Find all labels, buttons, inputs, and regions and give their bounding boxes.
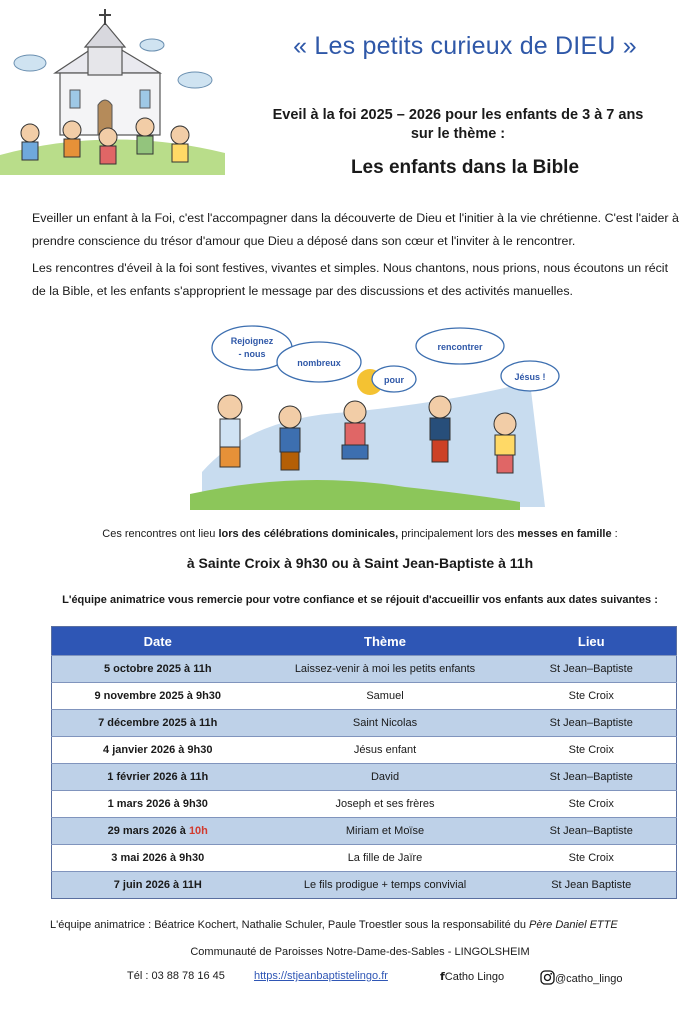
community-name: Communauté de Paroisses Notre-Dame-des-Sables - LINGOLSHEIM bbox=[190, 946, 530, 958]
bubble-5: Jésus ! bbox=[514, 372, 546, 382]
schedule-table bbox=[51, 626, 677, 899]
intro-paragraph-1: Eveiller un enfant à la Foi, c'est l'accompagner dans la découverte de Dieu et l'initier à la vie chrétienne. C'est l'aider à prendre conscience du trésor d'amour que Dieu a déposé dans son cœur et l'inviter à le rencontrer. bbox=[32, 211, 679, 248]
instagram-icon bbox=[540, 970, 555, 985]
venue-intro-bold-2: messes en famille bbox=[517, 528, 612, 540]
row-place: Ste Croix bbox=[507, 845, 677, 872]
intro-paragraph-2: Les rencontres d'éveil à la foi sont festives, vivantes et simples. Nous chantons, nous prions, nous écoutons un récit de la Bible, et les enfants s'approprient le message par des discussions et des activités manuelles. bbox=[32, 261, 669, 298]
venue-intro-mid: principalement lors des bbox=[398, 528, 518, 540]
table-row bbox=[52, 872, 677, 899]
church-kids-illustration bbox=[0, 5, 235, 185]
theme-heading: Les enfants dans la Bible bbox=[350, 157, 580, 178]
schedule-header-row bbox=[52, 627, 677, 656]
facebook-handle[interactable] bbox=[440, 970, 504, 983]
row-theme: Joseph et ses frères bbox=[264, 791, 507, 818]
table-row bbox=[52, 683, 677, 710]
row-theme: Saint Nicolas bbox=[264, 710, 507, 737]
row-date-time-highlight: 10h bbox=[188, 825, 208, 837]
facebook-name: Catho Lingo bbox=[444, 971, 505, 983]
table-row bbox=[52, 656, 677, 683]
instagram-handle[interactable] bbox=[540, 970, 622, 985]
header-place: Lieu bbox=[507, 627, 677, 656]
instagram-name: @catho_lingo bbox=[555, 973, 623, 985]
venue-intro bbox=[40, 528, 680, 540]
venue-intro-bold-1: lors des célébrations dominicales, bbox=[218, 528, 399, 540]
subtitle-line-1: Eveil à la foi 2025 – 2026 pour les enfants de 3 à 7 ans bbox=[272, 107, 644, 123]
row-date: 1 mars 2026 à 9h30 bbox=[52, 791, 264, 818]
row-place: St Jean–Baptiste bbox=[507, 710, 677, 737]
row-theme: David bbox=[264, 764, 507, 791]
venue-places: à Sainte Croix à 9h30 ou à Saint Jean-Baptiste à 11h bbox=[186, 555, 534, 571]
row-theme: Le fils prodigue + temps convivial bbox=[264, 872, 507, 899]
row-place: St Jean Baptiste bbox=[507, 872, 677, 899]
row-place: Ste Croix bbox=[507, 737, 677, 764]
bubble-3: pour bbox=[384, 375, 404, 385]
bubble-1-line-1: Rejoignez bbox=[230, 336, 274, 346]
children-jumping-illustration bbox=[190, 322, 560, 512]
bubble-1-line-2: - nous bbox=[238, 349, 266, 359]
table-row bbox=[52, 818, 677, 845]
table-row bbox=[52, 737, 677, 764]
row-theme: Laissez-venir à moi les petits enfants bbox=[264, 656, 507, 683]
bubble-4: rencontrer bbox=[437, 342, 483, 352]
row-theme: La fille de Jaïre bbox=[264, 845, 507, 872]
row-date: 7 décembre 2025 à 11h bbox=[52, 710, 264, 737]
row-place: Ste Croix bbox=[507, 683, 677, 710]
thanks-text: L'équipe animatrice vous remercie pour votre confiance et se réjouit d'accueillir vos enfants aux dates suivantes : bbox=[62, 594, 658, 606]
table-row bbox=[52, 710, 677, 737]
row-date: 9 novembre 2025 à 9h30 bbox=[52, 683, 264, 710]
team-credits bbox=[50, 919, 680, 931]
table-row bbox=[52, 791, 677, 818]
table-row bbox=[52, 845, 677, 872]
row-date: 5 octobre 2025 à 11h bbox=[52, 656, 264, 683]
row-date: 1 février 2026 à 11h bbox=[52, 764, 264, 791]
row-place: St Jean–Baptiste bbox=[507, 818, 677, 845]
phone-number: Tél : 03 88 78 16 45 bbox=[127, 970, 225, 982]
venue-intro-post: : bbox=[611, 528, 618, 540]
website-link[interactable]: https://stjeanbaptistelingo.fr bbox=[254, 970, 388, 982]
row-place: Ste Croix bbox=[507, 791, 677, 818]
row-date: 3 mai 2026 à 9h30 bbox=[52, 845, 264, 872]
facebook-icon: f bbox=[440, 970, 445, 983]
row-date: 4 janvier 2026 à 9h30 bbox=[52, 737, 264, 764]
subtitle-line-2: sur le thème : bbox=[410, 126, 506, 142]
bubble-2: nombreux bbox=[297, 358, 341, 368]
row-theme: Jésus enfant bbox=[264, 737, 507, 764]
team-names: L'équipe animatrice : Béatrice Kochert, Nathalie Schuler, Paule Troestler sous la responsabilité du bbox=[50, 919, 530, 931]
row-date: 7 juin 2026 à 11H bbox=[52, 872, 264, 899]
venue-intro-pre: Ces rencontres ont lieu bbox=[102, 528, 219, 540]
table-row bbox=[52, 764, 677, 791]
row-place: St Jean–Baptiste bbox=[507, 764, 677, 791]
priest-name: Père Daniel ETTE bbox=[529, 919, 618, 931]
row-date bbox=[52, 818, 264, 845]
row-date-pre: 29 mars 2026 à bbox=[107, 825, 189, 837]
row-theme: Samuel bbox=[264, 683, 507, 710]
row-theme: Miriam et Moïse bbox=[264, 818, 507, 845]
subtitle bbox=[228, 106, 685, 144]
header-date: Date bbox=[52, 627, 264, 656]
header-theme: Thème bbox=[264, 627, 507, 656]
page-title: « Les petits curieux de DIEU » bbox=[293, 32, 637, 60]
row-place: St Jean–Baptiste bbox=[507, 656, 677, 683]
